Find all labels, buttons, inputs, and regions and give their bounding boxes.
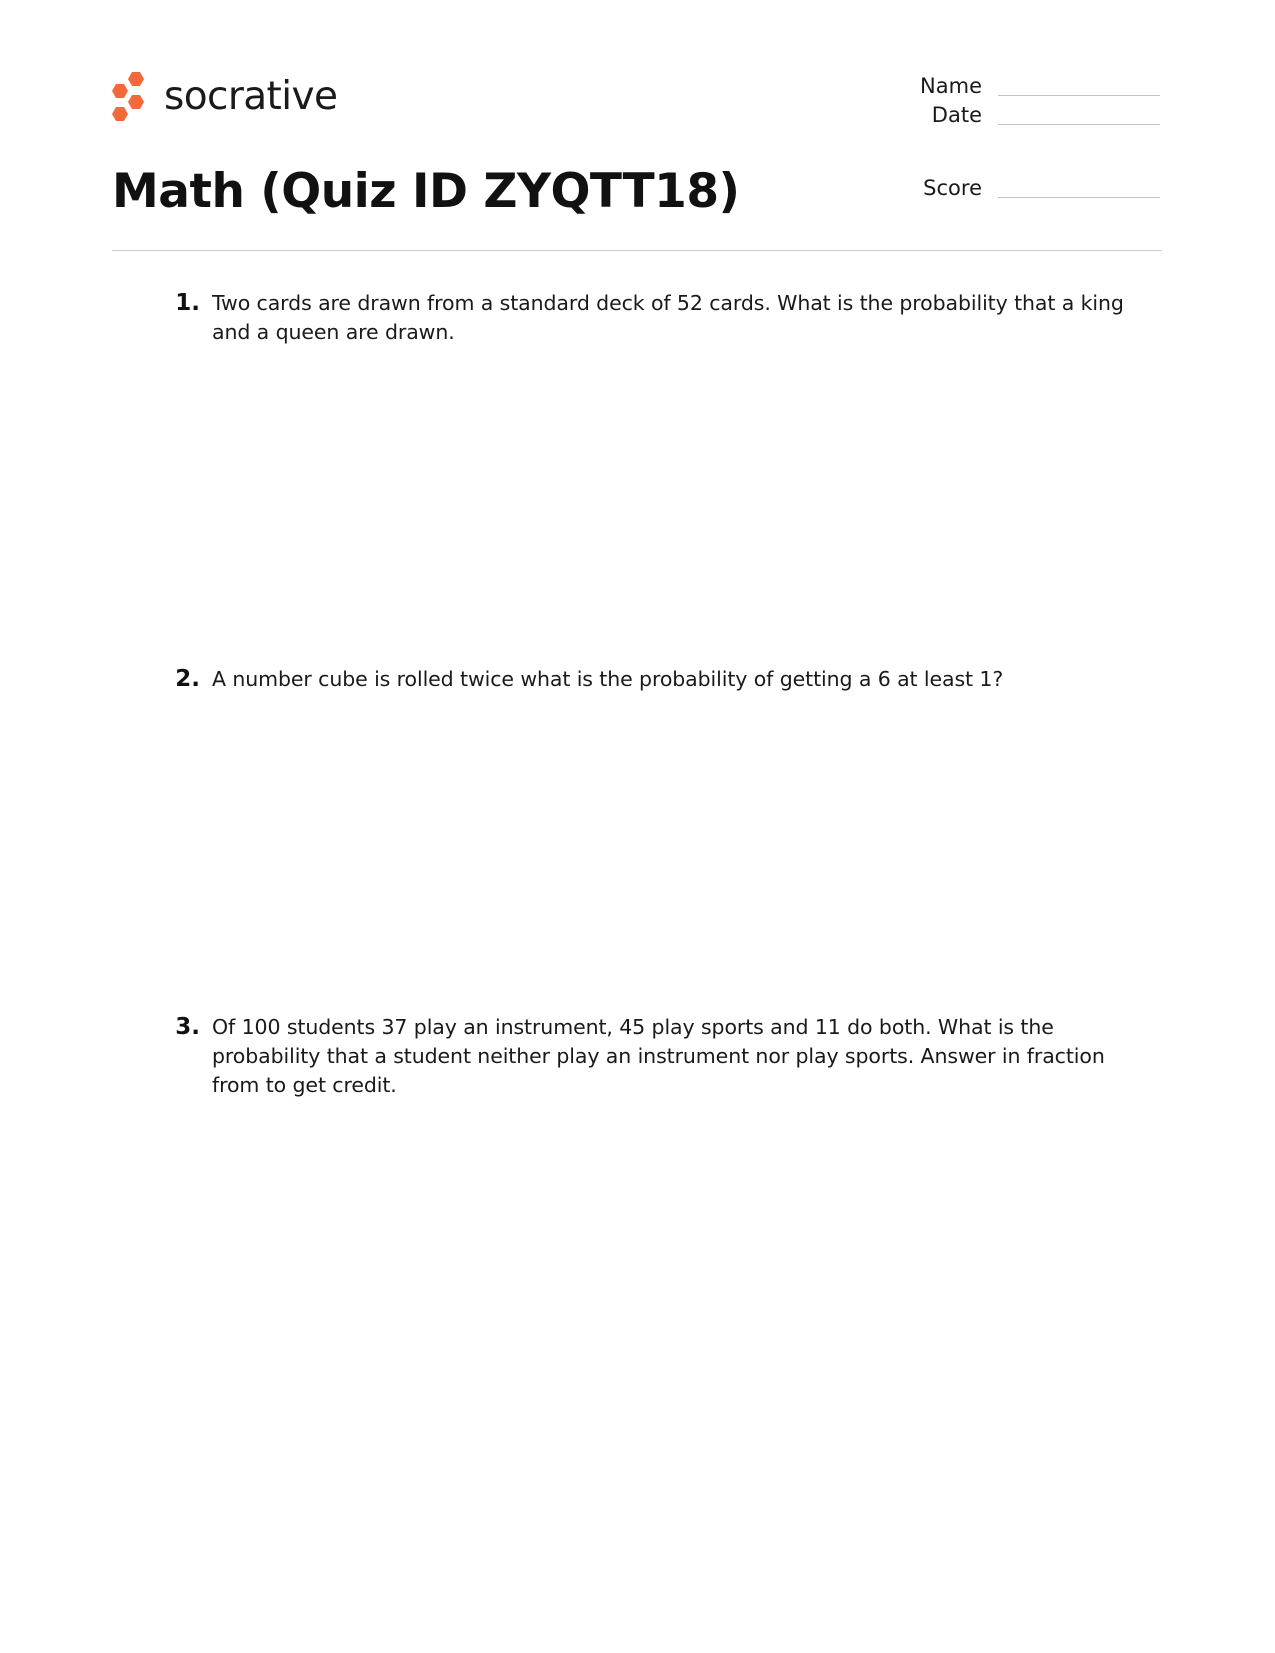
question-number: 3. xyxy=(175,1014,200,1040)
question-item xyxy=(166,289,1146,347)
question-item xyxy=(166,1013,1146,1100)
question-text: Of 100 students 37 play an instrument, 45 play sports and 11 do both. What is the probability that a student neither play an instrument nor play sports. Answer in fraction from to get credit. xyxy=(212,1015,1105,1097)
name-field[interactable] xyxy=(880,76,1160,97)
socrative-logo xyxy=(112,72,337,124)
question-number: 1. xyxy=(175,290,200,316)
score-field[interactable] xyxy=(880,178,1160,199)
date-label: Date xyxy=(931,103,982,127)
score-label: Score xyxy=(923,176,982,200)
header-divider xyxy=(112,250,1162,251)
question-text: Two cards are drawn from a standard deck of 52 cards. What is the probability that a king and a queen are drawn. xyxy=(212,291,1124,344)
date-blank-line[interactable] xyxy=(998,123,1160,125)
hexagon-cluster-icon xyxy=(112,72,150,124)
name-label: Name xyxy=(920,74,982,98)
name-blank-line[interactable] xyxy=(998,94,1160,96)
question-item xyxy=(166,665,1146,694)
page-title: Math (Quiz ID ZYQTT18) xyxy=(112,164,740,219)
logo-wordmark: socrative xyxy=(164,73,338,119)
date-field[interactable] xyxy=(880,105,1160,126)
question-text: A number cube is rolled twice what is the probability of getting a 6 at least 1? xyxy=(212,667,1004,691)
score-blank-line[interactable] xyxy=(998,196,1160,198)
question-number: 2. xyxy=(175,666,200,692)
